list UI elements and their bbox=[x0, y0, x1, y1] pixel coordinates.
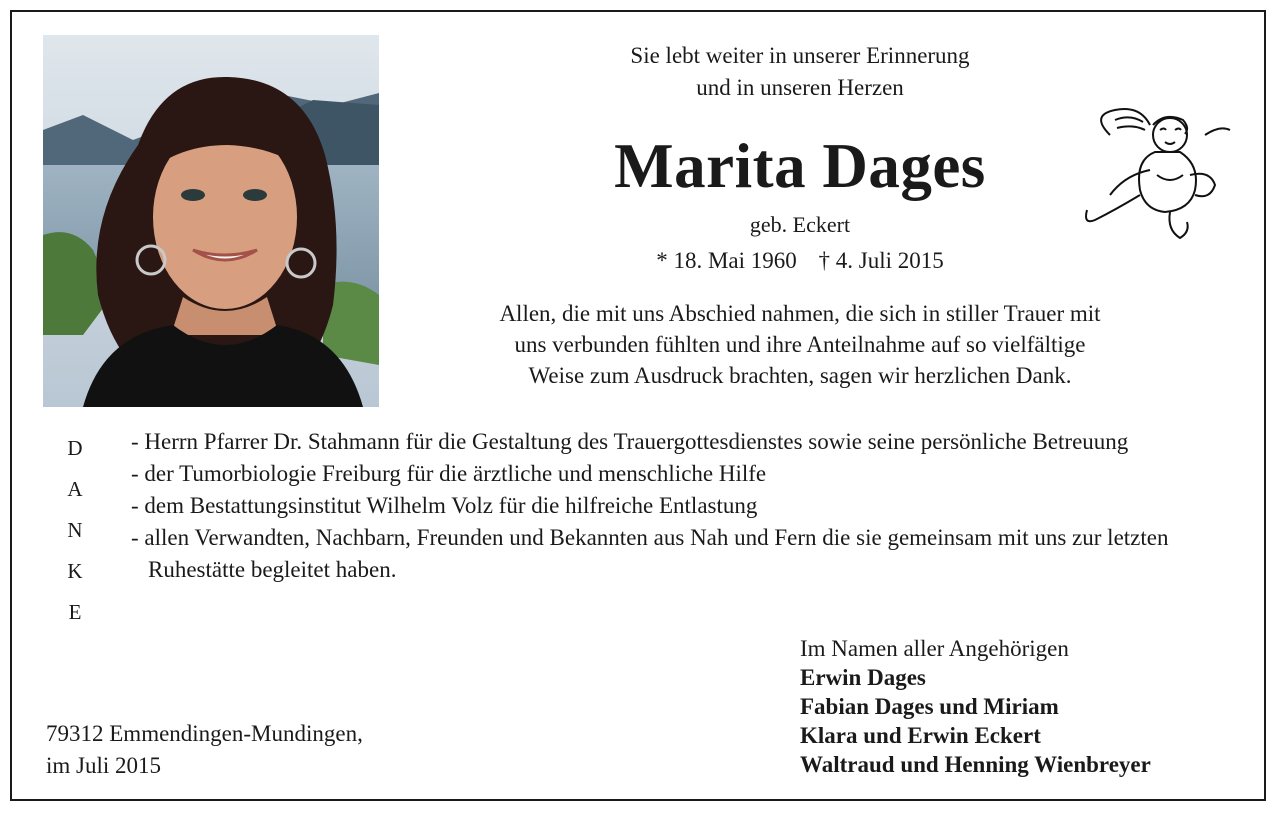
place-and-date bbox=[46, 718, 363, 782]
motto bbox=[420, 40, 1180, 104]
closing-intro: Im Namen aller Angehörigen bbox=[800, 636, 1069, 661]
closing-block bbox=[800, 634, 1151, 779]
danke-letter: A bbox=[67, 477, 83, 501]
danke-letter: N bbox=[67, 518, 83, 542]
thanks-list-item: - der Tumorbiologie Freiburg für die ärztliche und menschliche Hilfe bbox=[131, 461, 767, 486]
thanks-list-item: - Herrn Pfarrer Dr. Stahmann für die Gestaltung des Trauergottesdienstes sowie seine persönliche Betreuung bbox=[131, 429, 1129, 454]
death-date: † 4. Juli 2015 bbox=[818, 248, 944, 273]
thanks-list bbox=[131, 426, 1241, 586]
thanks-paragraph bbox=[420, 298, 1180, 391]
thanks-line: Weise zum Ausdruck brachten, sagen wir herzlichen Dank. bbox=[528, 363, 1072, 388]
motto-line: Sie lebt weiter in unserer Erinnerung bbox=[630, 43, 970, 68]
thanks-line: Allen, die mit uns Abschied nahmen, die sich in stiller Trauer mit bbox=[499, 301, 1101, 326]
danke-letter: K bbox=[67, 559, 83, 583]
family-member: Fabian Dages und Miriam bbox=[800, 694, 1059, 719]
birth-date: * 18. Mai 1960 bbox=[656, 248, 797, 273]
danke-vertical bbox=[60, 428, 90, 633]
danke-letter: E bbox=[68, 600, 82, 624]
date-line: im Juli 2015 bbox=[46, 753, 162, 778]
family-member: Waltraud und Henning Wienbreyer bbox=[800, 752, 1151, 777]
birth-name: geb. Eckert bbox=[749, 212, 851, 237]
place-line: 79312 Emmendingen-Mundingen, bbox=[46, 721, 363, 746]
family-member: Klara und Erwin Eckert bbox=[800, 723, 1041, 748]
motto-line: und in unseren Herzen bbox=[696, 75, 904, 100]
danke-letter: D bbox=[67, 436, 83, 460]
thanks-list-item: - allen Verwandten, Nachbarn, Freunden und Bekannten aus Nah und Fern die sie gemeinsam mit uns zur letzten Ruhestätte begleitet haben. bbox=[131, 525, 1169, 582]
deceased-name: Marita Dages bbox=[614, 131, 986, 201]
portrait-photo bbox=[43, 35, 379, 407]
thanks-line: uns verbunden fühlten und ihre Anteilnahme auf so vielfältige bbox=[514, 332, 1086, 357]
family-member: Erwin Dages bbox=[800, 665, 926, 690]
thanks-list-item: - dem Bestattungsinstitut Wilhelm Volz für die hilfreiche Entlastung bbox=[131, 493, 758, 518]
life-dates bbox=[420, 246, 1180, 276]
